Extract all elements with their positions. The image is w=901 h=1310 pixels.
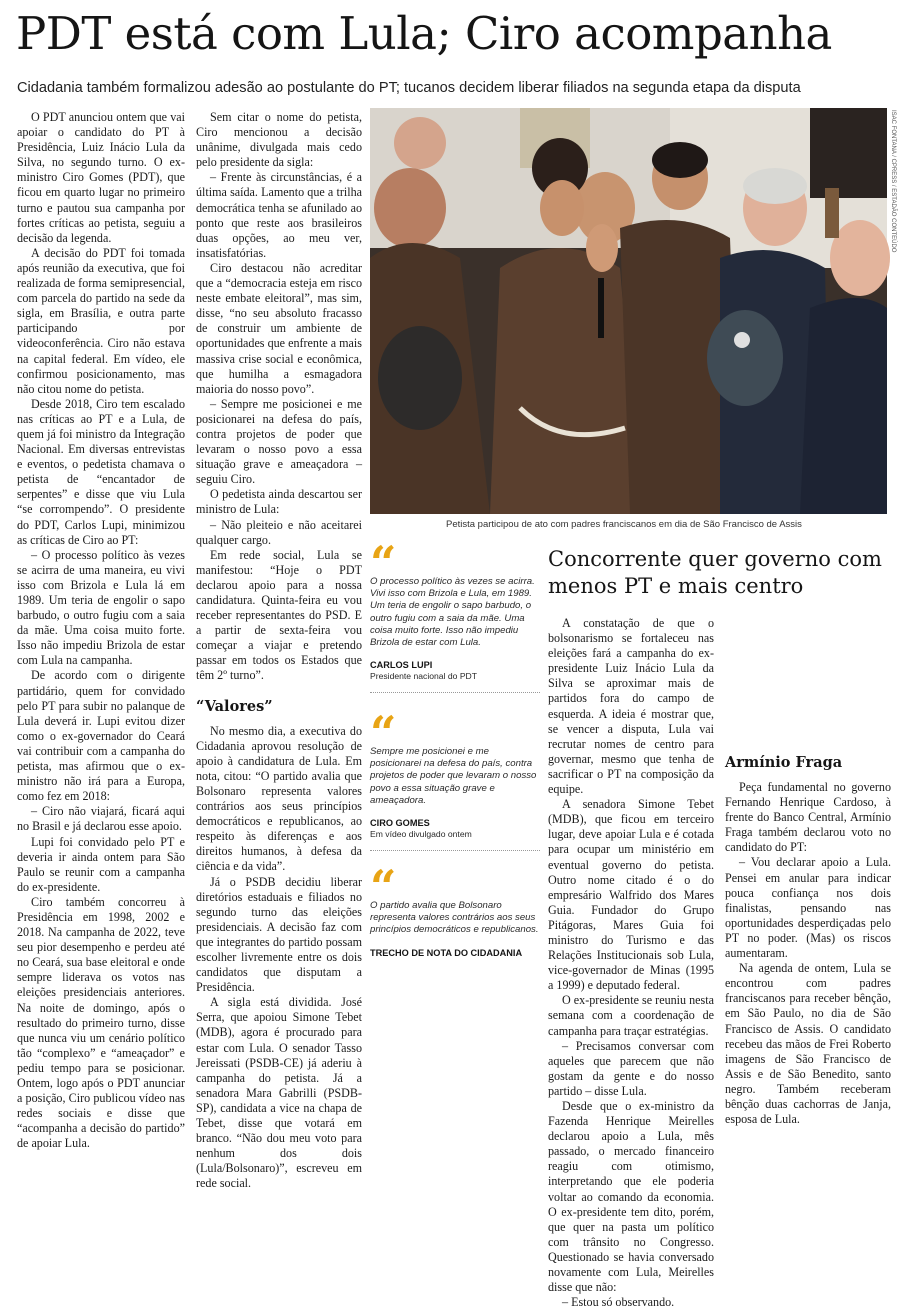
section-heading-arminio-fraga: Armínio Fraga <box>725 754 843 771</box>
paragraph: O ex-presidente se reuniu nesta semana com a coordenação de campanha para traçar estratégias. <box>548 993 714 1038</box>
photo-caption: Petista participou de ato com padres franciscanos em dia de São Francisco de Assis <box>446 519 802 530</box>
paragraph: A senadora Simone Tebet (MDB), que ficou em terceiro lugar, deve apoiar Lula e é cotada para ocupar um ministério em eventual governo do petista. Outro nome citado é o do empresário Walfrido dos Mares Guia. Fundador do Grupo Pitágoras, Mares Guia foi ministro do Turismo e das Relações Institucionais sob Lula, vice-governador de Minas (1995 a 1999) e deputado federal. <box>548 797 714 993</box>
paragraph: Desde que o ex-ministro da Fazenda Henrique Meirelles declarou apoio a Lula, mês passado, o mercado financeiro reagiu com otimismo, interpretando que ele poderia voltar ao comando da economia. O ex-presidente tem dito, porém, que quer na pasta um político com trânsito no Congresso. Questionado se havia conversado novamente com Lula, Meirelles disse que não: <box>548 1099 714 1295</box>
headline: PDT está com Lula; Ciro acompanha <box>16 7 832 60</box>
paragraph: – Não pleiteio e não aceitarei qualquer cargo. <box>196 517 362 547</box>
section-heading-valores: “Valores” <box>196 697 273 715</box>
paragraph: Na agenda de ontem, Lula se encontrou com padres franciscanos para receber bênção, em São Paulo, no dia de São Francisco de Assis. O candidato recebeu das mãos de Frei Roberto imagens de São Francisco de Assis e de São Benedito, santo negro. Também receberam bênção duas cachorras de Janja, esposa de Lula. <box>725 961 891 1127</box>
quote-text: Sempre me posicionei e me posicionarei na defesa do país, contra projetos de poder que levaram o nosso povo a essa situação grave e ameaçadora. <box>370 746 537 806</box>
article-column-2 <box>196 110 362 1191</box>
quote-author: CIRO GOMES <box>370 818 430 829</box>
paragraph: – Estou só observando. <box>562 1295 675 1310</box>
paragraph: A decisão do PDT foi tomada após reunião da executiva, que foi realizada de forma semipresencial, com parcela do partido na sede da sigla, em Brasília, e outra parte participando por videoconferência. Ciro não estava na capital federal. Em vídeo, ele confirmou posicionamento, mas não citou nome do petista. <box>17 245 185 396</box>
paragraph: – Sempre me posicionei e me posicionarei na defesa do país, contra projetos de poder que levaram o nosso povo a essa situação grave e ameaçadora – seguiu Ciro. <box>196 396 362 487</box>
paragraph: – O processo político às vezes se acirra de uma maneira, eu vivi isso com Brizola e Lula lá em 1989. Um teria de engolir o sapo barbudo, o outro fugiu com a saia da mãe. Uma coisa muito forte. Isso não impediu Brizola de estar com Lula na campanha. <box>17 547 185 668</box>
photo-illustration <box>370 108 887 514</box>
divider <box>370 692 540 693</box>
paragraph: Em rede social, Lula se manifestou: “Hoje o PDT declarou apoio para a nossa candidatura. Quinta-feira eu vou receber representantes do PSD. E a partir de sexta-feira vou começar a viajar e pretendo passar em todos os Estados que têm 2º turno”. <box>196 547 362 683</box>
paragraph: Já o PSDB decidiu liberar diretórios estaduais e filiados no segundo turno das eleições presidenciais. A decisão faz com que integrantes do partido possam escolher livremente entre os dois candidatos que disputam a Presidência. <box>196 874 362 995</box>
quote-text: O processo político às vezes se acirra. Vivi isso com Brizola e Lula, em 1989. Um teria de engolir o sapo barbudo, o outro fugiu com a saia da mãe. Uma coisa muito forte. Isso não impediu Brizola de estar com Lula. <box>370 576 535 649</box>
paragraph: – Vou declarar apoio a Lula. Pensei em anular para indicar pouca confiança nos dois finalistas, pensando nas oportunidades desperdiçadas pelo PT no poder. (Mas) os riscos aumentaram. <box>725 855 891 961</box>
paragraph: A sigla está dividida. José Serra, que apoiou Simone Tebet (MDB), agora é procurado para estar com Lula. O senador Tasso Jereissati (PSDB-CE) já aderiu à campanha do petista. Já a senadora Mara Gabrilli (PSDB-SP), candidata a vice na chapa de Tebet, disse que votará em branco. “Não dou meu voto para nenhum dos dois (Lula/Bolsonaro)”, escreveu em rede social. <box>196 995 362 1191</box>
paragraph: O PDT anunciou ontem que vai apoiar o candidato do PT à Presidência, Luiz Inácio Lula da Silva, no segundo turno. O ex-ministro Ciro Gomes (PDT), que ficou em quarto lugar no primeiro turno e pautou sua campanha por fortes críticas ao petista, seguiu a decisão da legenda. <box>17 110 185 245</box>
subheadline: Cidadania também formalizou adesão ao postulante do PT; tucanos decidem liberar filiados na segunda etapa da disputa <box>17 80 801 96</box>
divider <box>370 850 540 851</box>
paragraph: Ciro também concorreu à Presidência em 1998, 2002 e 2018. Na campanha de 2022, teve seu pior desempenho e perdeu até no Ceará, sua base eleitoral e onde sempre liderava os votos nas eleições presidenciais anteriores. Na noite de domingo, após o resultado do primeiro turno, disse que nunca viu um cenário político tão “complexo” e “ameaçador” e pediu tempo para se posicionar. Ontem, logo após o PDT anunciar a posição, Ciro publicou vídeo nas redes sociais e disse que “acompanha a decisão do partido” de apoiar Lula. <box>17 894 185 1151</box>
quote-author-role: Presidente nacional do PDT <box>370 671 478 682</box>
paragraph: Desde 2018, Ciro tem escalado nas críticas ao PT e a Lula, de quem já foi ministro da Integração Nacional. Em diversas entrevistas e eventos, o pedetista chamava o petista de “encantador de serpentes” e disse que viu Lula “se corrompendo”. O presidente do PDT, Carlos Lupi, minimizou as críticas de Ciro ao PT: <box>17 396 185 547</box>
paragraph: – Frente às circunstâncias, é a última saída. Lamento que a trilha democrática tenha se afunilado ao ponto que reste aos brasileiros duas opções, ao meu ver, insatisfatórias. <box>196 170 362 260</box>
paragraph: No mesmo dia, a executiva do Cidadania aprovou resolução de apoio à candidatura de Lula. Em nota, citou: “O partido avalia que Bolsonaro representa valores contrários aos seus princípios democráticos e republicanos, ao respeito às diferenças e aos direitos humanos, à defesa da ciência e da vida”. <box>196 723 362 874</box>
paragraph: Sem citar o nome do petista, Ciro mencionou a decisão unânime, divulgada mais cedo pelo presidente da sigla: <box>196 110 362 170</box>
paragraph: – Ciro não viajará, ficará aqui no Brasil e já declarou esse apoio. <box>17 804 185 834</box>
quote-text: O partido avalia que Bolsonaro representa valores contrários aos seus princípios democráticos e republicanos. <box>370 900 539 936</box>
article-column-1 <box>17 110 185 1151</box>
quote-mark-icon: “ <box>370 706 397 760</box>
paragraph: – Precisamos conversar com aqueles que parecem que não gostam da gente e do nosso partido – disse Lula. <box>548 1038 714 1098</box>
news-photo <box>370 108 887 514</box>
paragraph: O pedetista ainda descartou ser ministro de Lula: <box>196 487 362 517</box>
quote-mark-icon: “ <box>370 860 397 914</box>
paragraph: Peça fundamental no governo Fernando Henrique Cardoso, à frente do Banco Central, Armínio Fraga também declarou voto no candidato do PT: <box>725 780 891 855</box>
pull-quote-lupi <box>370 536 540 693</box>
article-column-3 <box>548 616 714 1310</box>
quote-author-role: Em vídeo divulgado ontem <box>370 829 472 840</box>
pull-quote-ciro <box>370 706 540 851</box>
paragraph: De acordo com o dirigente partidário, quem for convidado pelo PT para subir no palanque de Lula deverá ir. Lupi evitou dizer como o ex-governador do Ceará vai contribuir com a campanha do petista, mas afirmou que o ex-ministro não irá para a Europa, como fez em 2018: <box>17 668 185 804</box>
paragraph: Lupi foi convidado pelo PT e deveria ir ainda ontem para São Paulo se reunir com a campanha do ex-presidente. <box>17 834 185 894</box>
quote-author: CARLOS LUPI <box>370 660 433 671</box>
secondary-headline: Concorrente quer governo com menos PT e mais centro <box>548 547 882 598</box>
paragraph: Ciro destacou não acreditar que a “democracia esteja em risco neste embate eleitoral”, mas sim, disse, “no seu absoluto fracasso de construir um ambiente de oportunidades que enfrente a mais massiva crise social e econômica, que humilha a esmagadora maioria do nosso povo”. <box>196 260 362 396</box>
pull-quote-cidadania <box>370 860 540 959</box>
paragraph: A constatação de que o bolsonarismo se fortaleceu nas eleições fará a campanha do ex-presidente Luiz Inácio Lula da Silva se aproximar mais de partidos fora do campo de esquerda. A ideia é mostrar que, se vencer a disputa, Lula vai recrutar nomes de centro para governar, mesmo que tenha de sacrificar o PT na composição da equipe. <box>548 616 714 797</box>
article-column-4 <box>725 616 891 1127</box>
photo-credit: ISAC FONTANA / CPRESS / ESTADÃO CONTEÚDO <box>890 110 896 253</box>
quote-author: TRECHO DE NOTA DO CIDADANIA <box>370 947 523 958</box>
quote-mark-icon: “ <box>370 536 397 590</box>
